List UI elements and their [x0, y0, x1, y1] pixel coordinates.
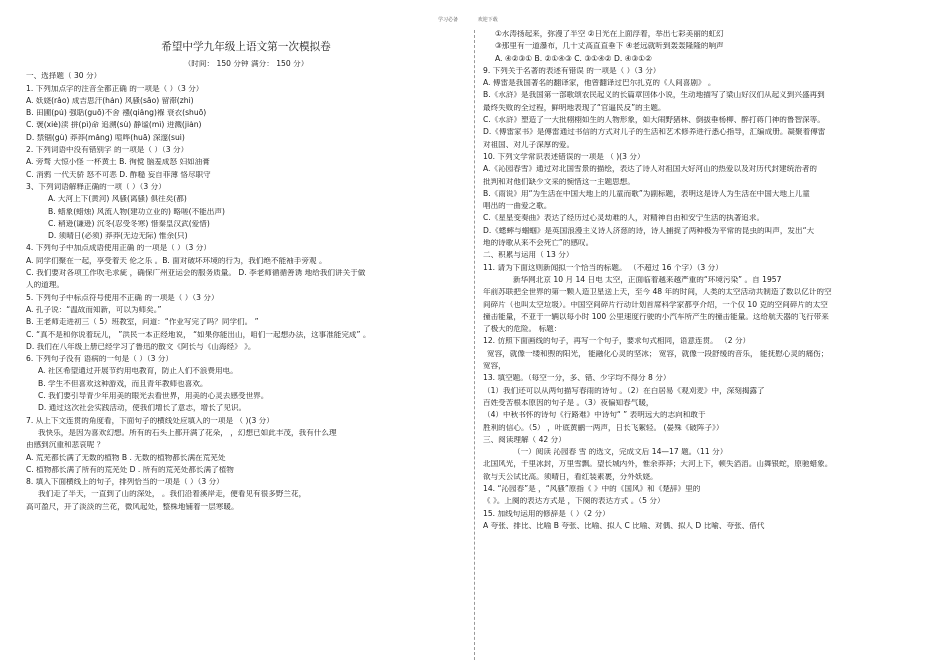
text-line: A. 妖娆(rǎo) 成吉思汗(hán) 风骚(sāo) 留滞(zhì): [26, 96, 194, 105]
text-line: （一）阅读 沁园春 雪 的选文，完成文后 14—17 题。（11 分）: [513, 448, 728, 457]
text-line: 6. 下列句子没有 语病的一句是（ ）（3 分）: [26, 355, 174, 364]
text-line: 高可盈尺，开了淡淡的兰花，微风起处，整株地铺着一层寒暖。: [26, 502, 239, 511]
text-line: 地的诗歌从来不会死亡”的感叹。: [483, 239, 594, 248]
text-line: B. 学生不但喜欢这种游戏，而且青年教师也喜欢。: [38, 379, 208, 388]
text-line: 5. 下列句子中标点符号使用不正确 的一项是（ ）（3 分）: [26, 293, 219, 302]
header-left: 学习必备: [438, 17, 459, 23]
text-line: 我们走了半天，一直到了山的深处， 。我们沿着溪岸走，便看见有很多野兰花，: [38, 490, 307, 499]
left-column: [26, 30, 466, 515]
text-line: 8. 填入下面横线上的句子，排列恰当的一项是（ ）（3 分）: [26, 478, 224, 487]
text-line: C. 植物都长满了所有的荒芜处 D . 所有的荒芜处都长满了植物: [26, 465, 234, 474]
text-line: B. 蜡象(蜡烛) 风流人物(建功立业的) 略嗟(不能出声): [48, 207, 225, 216]
text-line: 由感到沉重和悲哀呢 ？: [26, 441, 105, 450]
text-line: 北国风光，千里冰封，万里雪飘。望长城内外，惟余莽莽；大河上下，顿失滔滔。山舞银蛇，原驰蜡象。: [483, 460, 833, 469]
text-line: 13. 填空题。（每空一分，多、错、少字均不得分 8 分）: [483, 374, 671, 383]
text-line: 14. “沁园春”是 ，“风骚”原指《 》中的《国风》和《楚辞》里的: [483, 484, 701, 493]
text-line: D. 我们在八年级上册已经学习了鲁迅的散文《阿长与《山海经》 》。: [26, 342, 256, 351]
text-line: 批判和对他们缺少文采的惋惜这一主题思想。: [483, 177, 635, 186]
exam-title: 希望中学九年级上语文第一次模拟卷: [161, 41, 331, 53]
text-line: B. 田圃(pú) 强聒(guō)不舍 襁(qiǎng)褓 衰衣(shuō): [26, 109, 207, 118]
text-line: B.《雨说》用“为生活在中国大地上的儿童而歌”为副标题，表明这是诗人为生活在中国大地上儿童: [483, 189, 810, 198]
text-line: 4. 下列句子中加点成语使用正确 的一项是（ ）（3 分）: [26, 244, 211, 253]
text-line: 宽容，就像一缕和煦的阳光， 能融化心灵的坚冰； 宽容，就像一段舒缓的音乐， 能抚慰心灵的痛伤；: [487, 349, 829, 358]
text-line: A. 孔子说：“温故而知新，可以为师矣。”: [26, 305, 162, 314]
right-column: [483, 30, 928, 534]
text-line: 三、阅读理解（ 42 分）: [483, 435, 566, 444]
text-line: 3、下列词语解释正确的一项（ ）（3 分）: [26, 182, 166, 191]
text-line: 12. 仿照下面画线的句子，再写一个句子，要求句式相同，语意连贯。 （2 分）: [483, 337, 751, 346]
text-line: 我快乐，是因为喜欢幻想。所有的石头上都开满了花朵， ，幻想已如此丰茂，我有什么理: [38, 428, 337, 437]
text-line: 2. 下列词语中没有错别字 的一项是（ ）（3 分）: [26, 146, 189, 155]
text-line: ③那里有一道瀑布，几十丈高直直垂下 ④老远就听到轰轰隆隆的响声: [495, 42, 724, 51]
text-line: D.《蟋蟀与蝈蝈》是英国浪漫主义诗人济慈的诗，诗人捕捉了两种极为平常的昆虫的叫声，发出“大: [483, 226, 815, 235]
column-divider: [474, 30, 475, 660]
text-line: C.《星星变奏曲》表达了经历过心灵劫难的人，对精神自由和安宁生活的执著追求。: [483, 214, 765, 223]
text-line: D. 通过这次社会实践活动，使我们增长了意志，增长了见识。: [38, 404, 247, 413]
text-line: 胜利的信心。（5） ，叶底黄鹂一两声，日长飞絮轻。 (晏殊《破阵子》）: [483, 423, 724, 432]
text-line: A 夸张、排比、比喻 B 夸张、比喻、拟人 C 比喻、对偶、拟人 D 比喻、夸张、借代: [483, 521, 765, 530]
text-line: 最终失败的全过程，鲜明地表现了“官逼民反”的主题。: [483, 103, 666, 112]
text-line: C. “真不是和你说着玩儿， ”洪民一本正经地说， “如果你能出山，咱们一起想办法，这事准能完成” 。: [26, 330, 371, 339]
text-line: A. 社区希望通过开展节约用电教育，防止人们不浪费用电。: [38, 367, 238, 376]
text-line: C.《水浒》塑造了一大批栩栩如生的人物形象，如大闹野猪林、倒拔垂杨柳、醉打蒋门神的鲁智深等。: [483, 116, 825, 125]
text-line: 百姓受苦根本原因的句子是 。（3）夜偏知春气暖，: [483, 398, 654, 407]
text-line: ①水涛扬起来，弥漫了半空 ②日光在上面浮着，举出七彩美丽的虹幻: [495, 30, 724, 38]
text-line: （1）我们还可以从两句描写春雨的诗句 。（2）在白居易《观刈麦》中，深刻揭露了: [483, 386, 765, 395]
text-line: A. 同学们聚在一起，享受着天 伦之乐 。B. 面对破坏环境的行为，我们绝不能袖手旁观 。: [26, 256, 327, 265]
text-line: 7. 从上下文连贯的角度看，下面句子的横线处应填入的一项是 （ )(3 分）: [26, 416, 274, 425]
text-line: 15. 加线句运用的修辞是（ ）（2 分）: [483, 509, 610, 518]
text-line: 9. 下列关于名著的表述有错误 的一项是（ ）（3 分）: [483, 66, 661, 75]
text-line: D. 禁锢(gù) 莽莽(mǎng) 喧哗(huā) 深邃(suì): [26, 133, 185, 142]
text-line: A. 大河上下(黄河) 风骚(离骚) 俱往矣(都): [48, 195, 187, 204]
text-line: 人的道理。: [26, 281, 64, 290]
text-line: C. 我们要对各项工作吹毛求疵 ，确保广州亚运会的服务质量。 D. 李老师循循善诱 地给我们讲关于做: [26, 269, 366, 278]
text-line: B. 王老师走进初三（ 5）班教室，问道：“作业写完了吗？同学们。 ”: [26, 318, 259, 327]
header-right: 欢迎下载: [477, 17, 498, 23]
text-line: 10. 下列文学常识表述错误的一项是 （ )(3 分）: [483, 152, 645, 161]
text-line: A. 旁骛 大惊小怪 一杯黄土 B. 徇傥 脑羞成怒 妇如油膏: [26, 158, 210, 167]
text-line: 年前苏联把全世界的第一颗人造卫星送上天，至今 48 年的时间，人类的太空活动共制造了数以亿计的空: [483, 288, 832, 297]
text-line: A. 傅雷是我国著名的翻译家，他曾翻译过巴尔扎克的《人间喜剧》 。: [483, 79, 716, 88]
text-line: 撞击能量，不亚于一辆以每小时 100 公里速度行驶的小汽车所产生的撞击能量。这给航天器的飞行带来: [483, 312, 829, 321]
text-line: D.《傅雷家书》是傅雷通过书信的方式对儿子的生活和艺术修养进行悉心指导，汇编成册。凝聚着傅雷: [483, 128, 826, 137]
text-line: （4）中秋书怀的诗句《行路难》中诗句“ ” 表明远大的志向和敢于: [483, 411, 706, 420]
text-line: 宽容，: [483, 362, 506, 371]
text-line: C. 褒(xiè)渎 拼(pì)命 追溯(sù) 静谧(mì) 迸溅(jiàn): [26, 121, 202, 130]
text-line: C. 稍逊(谦逊) 沉冬(忍受冬寒) 惜秦皇汉武(爱惜): [48, 219, 210, 228]
exam-meta: （时间： 150 分钟 满分： 150 分）: [183, 60, 309, 68]
text-line: 《 》。上阕的表达方式是 ，下阕的表达方式 。（5 分）: [483, 497, 665, 506]
text-line: 二、积累与运用（ 13 分）: [483, 251, 574, 260]
text-line: C. 消鸦 一代天骄 怒不可恶 D. 酢糙 妄自菲薄 恪尽职守: [26, 170, 211, 179]
text-line: 唱出的一曲爱之歌。: [483, 202, 552, 211]
text-line: A. ④②③① B. ②①④③ C. ③①④② D. ④③①②: [495, 54, 652, 63]
text-line: C. 我们要引导青少年用美的眼光去看世界，用美的心灵去感受世界。: [38, 392, 269, 401]
text-line: A. 荒芜都长满了无数的植物 B . 无数的植物都长满在荒芜处: [26, 453, 226, 462]
text-line: 欲与天公试比高。须晴日，看红装素裹，分外妖娆。: [483, 472, 658, 481]
text-line: 对祖国、对儿子深厚的爱。: [483, 140, 575, 149]
text-line: 新华网北京 10 月 14 日电 太空，正面临着越来越严重的“环境污染” 。自 1957: [513, 275, 782, 284]
page-header: [438, 18, 516, 23]
text-line: A.《沁园春雪》通过对北国雪景的描绘，表达了诗人对祖国大好河山的热爱以及对历代封建统治者的: [483, 165, 818, 174]
text-line: D. 须晴日(必须) 莽莽(无边无际) 惟余(只): [48, 232, 188, 241]
text-line: B.《水浒》是我国第一部歌颂农民起义的长篇章回体小说，生动地描写了梁山好汉们从起义到兴盛再到: [483, 91, 825, 100]
text-line: 1. 下列加点字的注音全都正确 的一项是（ ）（3 分）: [26, 84, 204, 93]
text-line: 了极大的危险。 标题：: [483, 325, 562, 334]
text-line: 间碎片（也叫太空垃圾）。中国空间碎片行动计划首席科学家都亨介绍，一个仅 10 克的空间碎片的太空: [483, 300, 828, 309]
text-line: 11. 请为下面这则新闻拟一个恰当的标题。 （不超过 16 个字）（3 分）: [483, 263, 723, 272]
text-line: 一、选择题（ 30 分）: [26, 72, 102, 81]
